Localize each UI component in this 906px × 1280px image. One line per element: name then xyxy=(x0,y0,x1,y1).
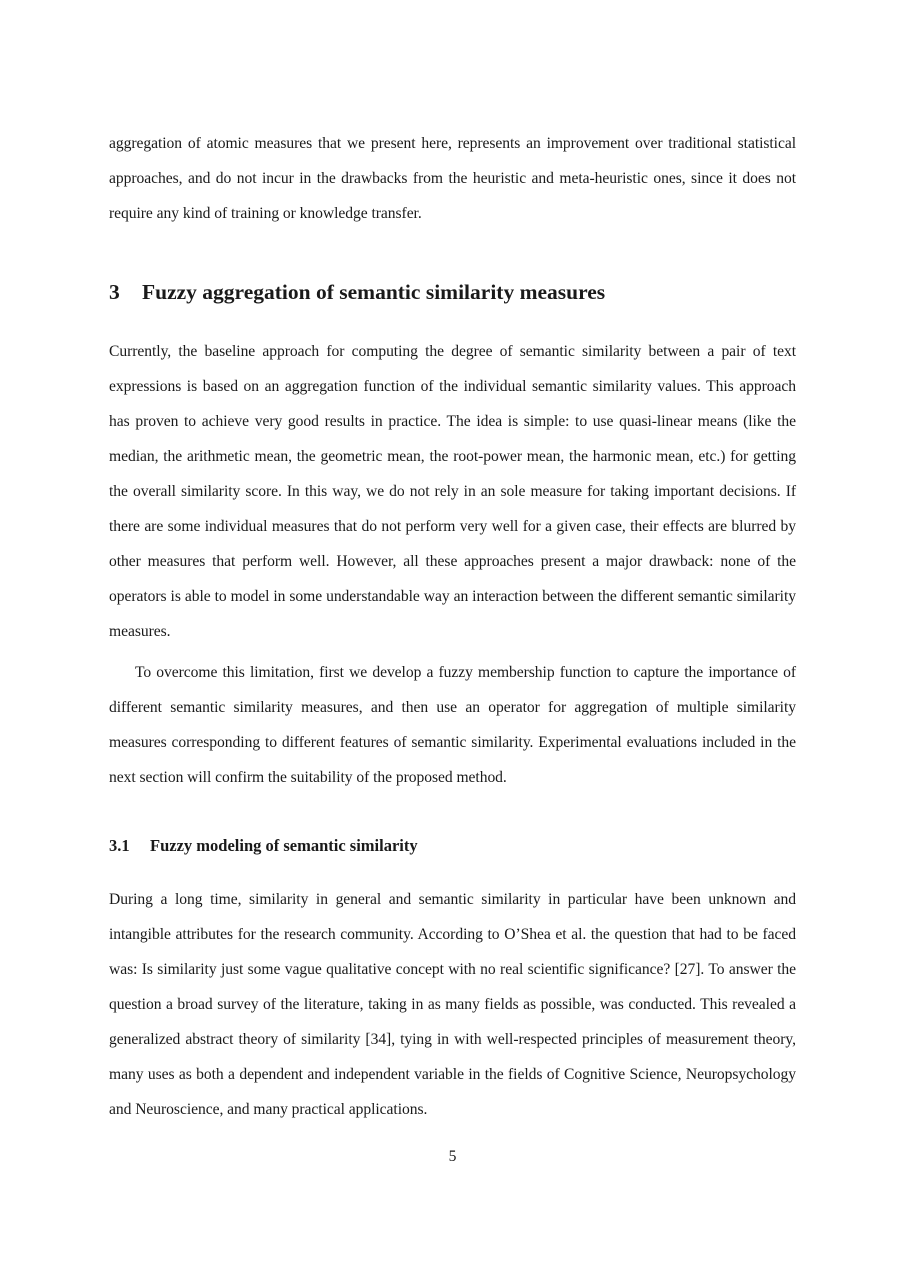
section-paragraph: Currently, the baseline approach for computing the degree of semantic similarity between a pair of text expressions is based on an aggregation function of the individual semantic similarity values. This approach has proven to achieve very good results in practice. The idea is simple: to use quasi-linear means (like the median, the arithmetic mean, the geometric mean, the root-power mean, the harmonic mean, etc.) for getting the overall similarity score. In this way, we do not rely in an sole measure for taking important decisions. If there are some individual measures that do not perform very well for a given case, their effects are blurred by other measures that perform well. However, all these approaches present a major drawback: none of the operators is able to model in some understandable way an interaction between the different semantic similarity measures. xyxy=(109,343,796,640)
subsection-number: 3.1 xyxy=(109,836,130,855)
section-paragraph: To overcome this limitation, first we develop a fuzzy membership function to capture the importance of different semantic similarity measures, and then use an operator for aggregation of multiple similarity measures corresponding to different features of semantic similarity. Experimental evaluations included in the next section will confirm the suitability of the proposed method. xyxy=(109,664,796,786)
subsection-paragraph: During a long time, similarity in general and semantic similarity in particular have been unknown and intangible attributes for the research community. According to O’Shea et al. the question that had to be faced was: Is similarity just some vague qualitative concept with no real scientific significance? [27]. To answer the question a broad survey of the literature, taking in as many fields as possible, was conducted. This revealed a generalized abstract theory of similarity [34], tying in with well-respected principles of measurement theory, many uses as both a dependent and independent variable in the fields of Cognitive Science, Neuropsychology and Neuroscience, and many practical applications. xyxy=(109,891,796,1118)
intro-paragraph: aggregation of atomic measures that we present here, represents an improvement over traditional statistical approaches, and do not incur in the drawbacks from the heuristic and meta-heuristic ones, since it does not require any kind of training or knowledge transfer. xyxy=(109,135,796,222)
section-title: Fuzzy aggregation of semantic similarity measures xyxy=(142,280,606,304)
subsection-title: Fuzzy modeling of semantic similarity xyxy=(150,836,418,855)
page-number: 5 xyxy=(448,1148,457,1165)
section-number: 3 xyxy=(109,280,120,304)
subsection-heading xyxy=(109,832,796,860)
section-heading xyxy=(109,276,796,308)
